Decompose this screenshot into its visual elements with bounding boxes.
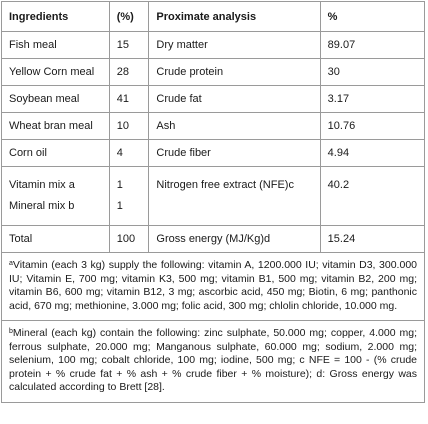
percent-cell: 28 xyxy=(109,59,149,86)
analysis-cell: Ash xyxy=(149,113,320,140)
footnote-b xyxy=(1,321,425,403)
gross-energy-label-cell: Gross energy (MJ/Kg)d xyxy=(149,226,320,253)
header-percent: (%) xyxy=(109,2,149,32)
table-row xyxy=(2,59,425,86)
footnote-b-text: Mineral (each kg) contain the following: zinc sulphate, 50.000 mg; copper, 4.000 mg; ferrous sulphate, 20.000 mg; Manganous sulphate, 60.000 mg; sodium, 2.000 mg; selenium, 100 mg; cobalt chloride, 100 mg; iodine, 500 mg; c NFE = 100 - (% crude protein + % crude fat + % ash + % crude fiber + % moisture); d: Gross energy was calculated according to Brett [28]. xyxy=(9,327,417,393)
diet-composition-table xyxy=(1,1,425,253)
ingredient-cell: Corn oil xyxy=(2,140,110,167)
mineral-mix-label: Mineral mix b xyxy=(9,200,75,212)
value-cell: 89.07 xyxy=(320,32,424,59)
table-row xyxy=(2,140,425,167)
percent-cell: 41 xyxy=(109,86,149,113)
value-cell: 10.76 xyxy=(320,113,424,140)
ingredient-cell: Wheat bran meal xyxy=(2,113,110,140)
total-label-cell: Total xyxy=(2,226,110,253)
table-row xyxy=(2,113,425,140)
footnote-a-text: Vitamin (each 3 kg) supply the following: vitamin A, 1200.000 IU; vitamin D3, 300.000 IU; Vitamin E, 700 mg; vitamin K3, 500 mg; vitamin B1, 500 mg; vitamin B2, 200 mg; vitamin B6, 600 mg; vitamin B12, 3 mg; ascorbic acid, 450 mg; Biotin, 6 mg; panthonic acid, 670 mg; methionine, 3.000 mg; folic acid, 300 mg; chlolin chloride, 10.000 mg. xyxy=(9,259,417,312)
value-cell: 4.94 xyxy=(320,140,424,167)
analysis-cell: Crude fat xyxy=(149,86,320,113)
header-proximate-analysis: Proximate analysis xyxy=(149,2,320,32)
analysis-cell xyxy=(149,167,320,226)
analysis-cell: Dry matter xyxy=(149,32,320,59)
mix-row xyxy=(2,167,425,226)
gross-energy-value-cell: 15.24 xyxy=(320,226,424,253)
ingredient-cell: Fish meal xyxy=(2,32,110,59)
ingredient-cell: Yellow Corn meal xyxy=(2,59,110,86)
table-header-row xyxy=(2,2,425,32)
table-row xyxy=(2,32,425,59)
percent-cell: 10 xyxy=(109,113,149,140)
total-row xyxy=(2,226,425,253)
vitamin-mix-label: Vitamin mix a xyxy=(9,179,75,191)
table-row xyxy=(2,86,425,113)
nfe-label: Nitrogen free extract (NFE)c xyxy=(156,179,294,191)
diet-composition-table-container xyxy=(1,1,427,422)
value-cell: 3.17 xyxy=(320,86,424,113)
footnote-a xyxy=(1,253,425,321)
header-value-percent: % xyxy=(320,2,424,32)
mix-percent-cell xyxy=(109,167,149,226)
total-percent-cell: 100 xyxy=(109,226,149,253)
analysis-cell: Crude fiber xyxy=(149,140,320,167)
vitamin-mix-percent: 1 xyxy=(116,179,123,191)
mix-ingredients-cell xyxy=(2,167,110,226)
percent-cell: 15 xyxy=(109,32,149,59)
header-ingredients: Ingredients xyxy=(2,2,110,32)
nfe-value: 40.2 xyxy=(327,179,350,191)
ingredient-cell: Soybean meal xyxy=(2,86,110,113)
value-cell: 30 xyxy=(320,59,424,86)
footnote-b-mark: b xyxy=(9,328,13,335)
footnote-a-mark: a xyxy=(9,260,13,267)
mineral-mix-percent: 1 xyxy=(116,200,123,212)
value-cell xyxy=(320,167,424,226)
analysis-cell: Crude protein xyxy=(149,59,320,86)
percent-cell: 4 xyxy=(109,140,149,167)
